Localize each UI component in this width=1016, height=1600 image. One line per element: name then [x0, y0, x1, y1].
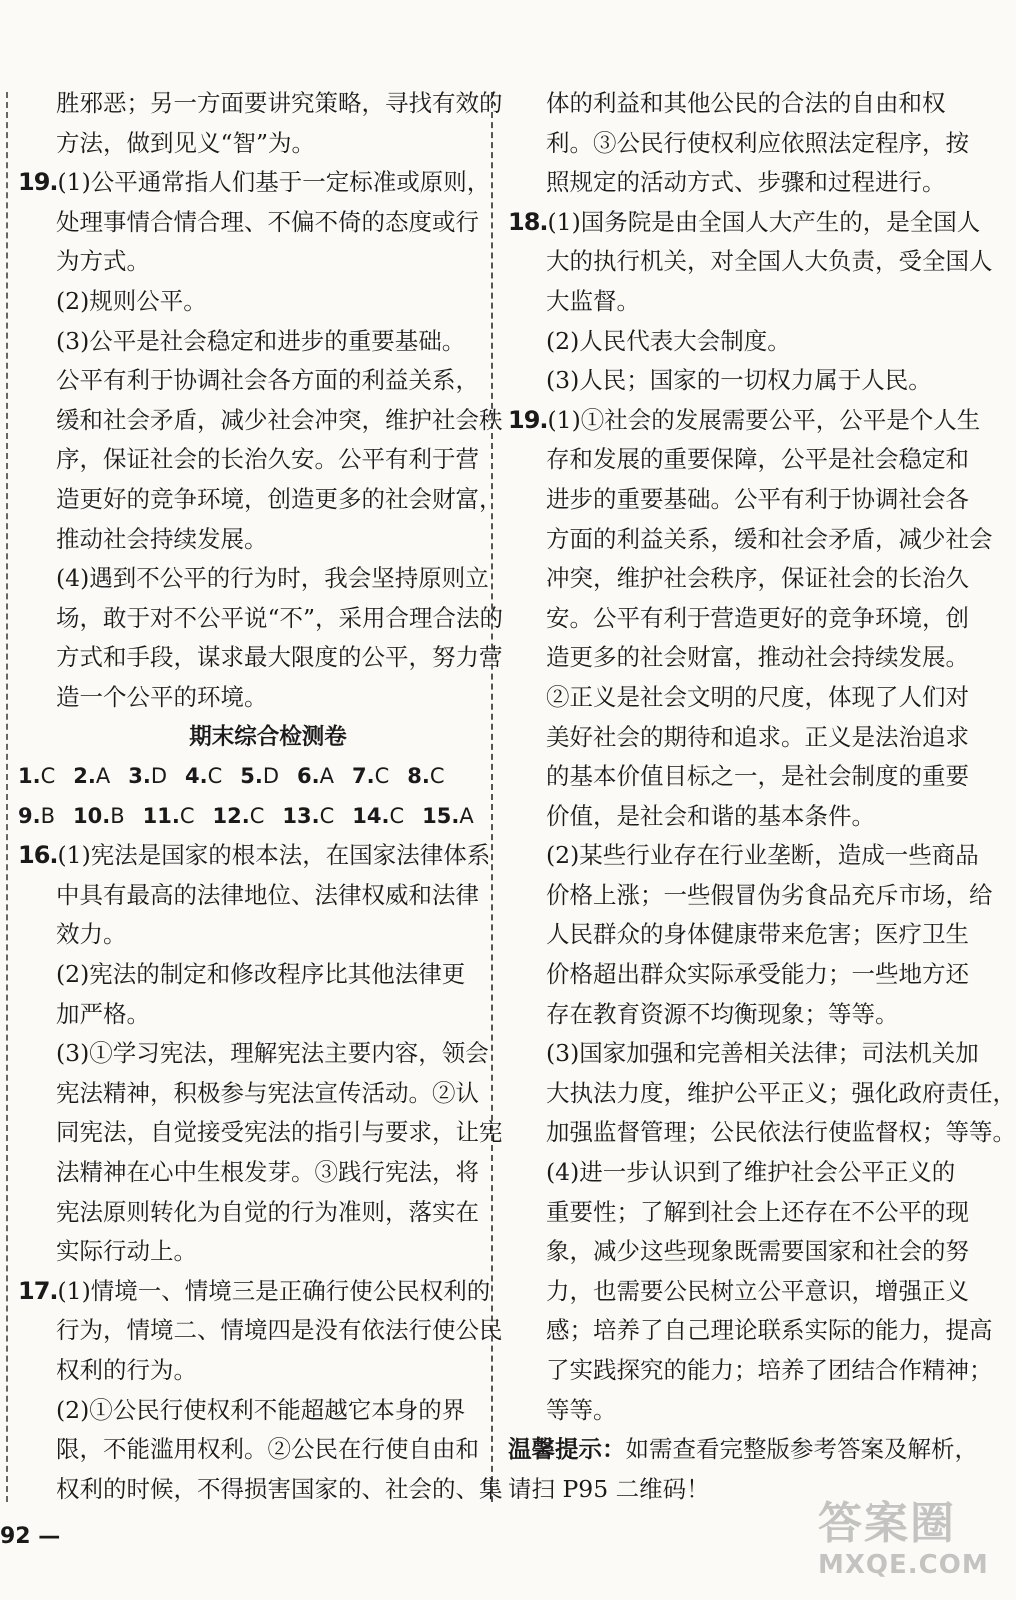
choice-number: 6. [297, 764, 320, 789]
answer-text: 价值，是社会和谐的基本条件。 [546, 801, 875, 830]
answer-text: 力，也需要公民树立公平意识，增强正义 [546, 1276, 969, 1305]
answer-text: (1)国务院是由全国人大产生的，是全国人 [547, 207, 981, 236]
right-column [508, 84, 1016, 1509]
answer-line [18, 1391, 478, 1431]
answer-line [508, 599, 969, 639]
choice-answer [407, 757, 444, 797]
answer-text: 推动社会持续发展。 [56, 524, 268, 553]
answer-line [18, 480, 503, 520]
answer-line [508, 1311, 993, 1351]
answer-text: 大执法力度，维护公平正义；强化政府责任， [546, 1078, 1016, 1107]
answer-text: 存和发展的重要保障，公平是社会稳定和 [546, 445, 969, 474]
answer-text: 加强监督管理；公民依法行使监督权；等等。 [546, 1118, 1016, 1147]
answer-line [18, 915, 478, 955]
choice-answer [143, 797, 195, 837]
answer-line [18, 1153, 478, 1193]
choice-letter: A [95, 764, 111, 789]
answer-text: 了实践探究的能力；培养了团结合作精神； [546, 1356, 993, 1384]
answer-line [508, 84, 960, 124]
choice-number: 4. [185, 764, 208, 789]
answer-text: 为方式。 [56, 247, 150, 276]
choice-number: 7. [352, 764, 375, 789]
answer-text: 限，不能滥用权利。②公民在行使自由和 [56, 1435, 479, 1464]
answer-text: (2)某些行业存在行业垄断，造成一些商品 [546, 841, 979, 870]
answer-line [508, 480, 969, 520]
choice-letter: C [319, 803, 335, 828]
answer-text: 安。公平有利于营造更好的竞争环境，创 [546, 603, 969, 632]
answer-text: 同宪法，自觉接受宪法的指引与要求，让宪 [56, 1118, 503, 1147]
answer-text: (2)宪法的制定和修改程序比其他法律更 [56, 960, 466, 989]
left-margin-dashed-line [6, 92, 8, 1502]
answer-text: 人民群众的身体健康带来危害；医疗卫生 [546, 920, 969, 949]
tip-line [508, 1430, 978, 1470]
answer-line [18, 1232, 478, 1272]
choice-letter: A [459, 803, 474, 828]
choice-answer [185, 757, 222, 797]
answer-text: (3)人民；国家的一切权力属于人民。 [546, 366, 932, 395]
answer-text: (1)①社会的发展需要公平，公平是个人生 [547, 405, 981, 434]
question-line [508, 401, 981, 441]
answer-line [18, 124, 478, 164]
answer-line [18, 638, 503, 678]
choice-number: 5. [240, 764, 263, 789]
answer-text: 中具有最高的法律地位、法律权威和法律 [56, 880, 479, 909]
answer-line [508, 876, 993, 916]
answer-line [18, 242, 478, 282]
answer-line [18, 1193, 478, 1233]
answer-line [18, 599, 504, 639]
answer-text: 方面的利益关系，缓和社会矛盾，减少社会 [546, 524, 993, 553]
choice-number: 12. [212, 803, 250, 828]
choice-number: 2. [73, 764, 96, 789]
answer-line [508, 559, 969, 599]
answer-text: 公平有利于协调社会各方面的利益关系， [56, 366, 479, 395]
choice-letter: B [110, 803, 125, 828]
answer-text: (1)公平通常指人们基于一定标准或原则， [57, 168, 491, 197]
answer-line [18, 84, 503, 124]
watermark-url: MXQE.COM [818, 1550, 989, 1580]
choice-answer [422, 797, 474, 837]
answer-text: (3)公平是社会稳定和进步的重要基础。 [56, 326, 466, 355]
answer-line [508, 440, 969, 480]
answer-line [508, 757, 969, 797]
answer-line [508, 1272, 969, 1312]
answer-text: 法精神在心中生根发芽。③践行宪法，将 [56, 1158, 479, 1187]
answer-line [508, 955, 969, 995]
choice-number: 13. [282, 803, 320, 828]
answer-text: 方法，做到见义“智”为。 [56, 128, 316, 157]
answer-text: 处理事情合情合理、不偏不倚的态度或行 [56, 207, 479, 236]
answer-text: 的基本价值目标之一，是社会制度的重要 [546, 762, 969, 791]
tip-text: 如需查看完整版参考答案及解析， [625, 1435, 978, 1464]
answer-text: 体的利益和其他公民的合法的自由和权 [546, 89, 946, 117]
answer-text: (1)宪法是国家的根本法，在国家法律体系 [57, 841, 491, 870]
choice-answer [128, 757, 167, 797]
answer-text: 进步的重要基础。公平有利于协调社会各 [546, 484, 969, 513]
answer-line [18, 203, 478, 243]
answer-line [508, 1232, 969, 1272]
multiple-choice-answers-row [18, 797, 478, 837]
question-line [508, 203, 981, 243]
answer-text: 序，保证社会的长治久安。公平有利于营 [56, 445, 479, 474]
answer-text: 缓和社会矛盾，减少社会冲突，维护社会秩 [56, 405, 503, 434]
multiple-choice-answers-row [18, 757, 478, 797]
answer-text: 存在教育资源不均衡现象；等等。 [546, 999, 899, 1028]
choice-number: 14. [352, 803, 390, 828]
answer-line [508, 163, 960, 203]
answer-text: 加严格。 [56, 999, 150, 1028]
answer-line [508, 678, 969, 718]
page-number: 92 — [0, 1524, 61, 1549]
answer-text: 利。③公民行使权利应依照法定程序，按 [546, 128, 969, 157]
choice-answer [213, 797, 265, 837]
answer-text: (2)①公民行使权利不能超越它本身的界 [56, 1395, 466, 1424]
choice-number: 8. [407, 764, 430, 789]
answer-line [508, 242, 993, 282]
answer-line [508, 915, 969, 955]
question-line [18, 163, 491, 203]
choice-number: 3. [128, 764, 151, 789]
answer-line [18, 1351, 478, 1391]
answer-text: 胜邪恶；另一方面要讲究策略，寻找有效的 [56, 89, 503, 117]
answer-line [18, 401, 503, 441]
answer-line [508, 1113, 1016, 1153]
answer-line [18, 282, 478, 322]
answer-text: 造更多的社会财富，推动社会持续发展。 [546, 643, 969, 672]
answer-text: 效力。 [56, 920, 127, 949]
choice-letter: C [40, 764, 56, 789]
answer-text: 等等。 [546, 1395, 617, 1424]
answer-line [18, 1113, 503, 1153]
section-title: 期末综合检测卷 [189, 723, 347, 750]
answer-line [18, 1430, 478, 1470]
answer-line [508, 282, 960, 322]
answer-text: (4)遇到不公平的行为时，我会坚持原则立 [56, 564, 489, 593]
question-number: 17. [18, 1276, 58, 1305]
answer-line [18, 440, 478, 480]
choice-answer [282, 797, 334, 837]
choice-number: 10. [73, 803, 111, 828]
tip-line-2: 请扫 P95 二维码！ [508, 1474, 710, 1503]
tip-label: 温馨提示： [508, 1435, 626, 1464]
choice-letter: C [389, 803, 405, 828]
answer-line [18, 678, 478, 718]
choice-letter: C [249, 803, 265, 828]
question-line [18, 836, 491, 876]
question-number: 18. [508, 207, 548, 236]
answer-line [18, 1311, 503, 1351]
question-number: 16. [18, 841, 58, 870]
answer-line [18, 1034, 489, 1074]
choice-letter: C [429, 764, 445, 789]
answer-line [508, 1193, 969, 1233]
answer-text: (3)①学习宪法，理解宪法主要内容，领会 [56, 1039, 489, 1068]
choice-answer [352, 757, 389, 797]
answer-text: (3)国家加强和完善相关法律；司法机关加 [546, 1039, 979, 1068]
answer-line [508, 322, 960, 362]
answer-line [508, 836, 979, 876]
answer-line [508, 1351, 993, 1391]
answer-line [508, 718, 969, 758]
answer-line [18, 876, 478, 916]
choice-answer [73, 757, 110, 797]
answer-text: 权利的时候，不得损害国家的、社会的、集 [56, 1474, 503, 1503]
answer-text: (2)人民代表大会制度。 [546, 326, 791, 355]
answer-text: 权利的行为。 [56, 1356, 197, 1384]
answer-line [18, 322, 478, 362]
choice-letter: D [262, 764, 280, 789]
choice-letter: C [207, 764, 223, 789]
choice-letter: C [374, 764, 390, 789]
answer-line [508, 520, 993, 560]
choice-number: 1. [18, 764, 41, 789]
choice-answer [297, 757, 334, 797]
answer-text: 美好社会的期待和追求。正义是法治追求 [546, 722, 969, 751]
choice-letter: C [179, 803, 195, 828]
choice-answer [18, 797, 55, 837]
answer-text: 场，敢于对不公平说“不”，采用合理合法的 [56, 603, 504, 632]
answer-line [508, 1074, 1016, 1114]
choice-answer [73, 797, 125, 837]
watermark-brand: 答案圈 [818, 1498, 956, 1549]
answer-text: 造一个公平的环境。 [56, 682, 268, 711]
answer-text: 象，减少这些现象既需要国家和社会的努 [546, 1237, 969, 1266]
question-line [18, 1272, 491, 1312]
answer-text: 重要性；了解到社会上还存在不公平的现 [546, 1197, 969, 1226]
answer-line [508, 361, 960, 401]
answer-line [18, 361, 478, 401]
answer-line [508, 797, 960, 837]
answer-line [508, 995, 960, 1035]
answer-line [18, 955, 478, 995]
answer-line [508, 1034, 979, 1074]
answer-line [18, 1470, 503, 1510]
answer-text: 宪法精神，积极参与宪法宣传活动。②认 [56, 1078, 479, 1107]
column-divider [491, 92, 493, 1502]
choice-answer [240, 757, 279, 797]
answer-text: 价格上涨；一些假冒伪劣食品充斥市场，给 [546, 880, 993, 909]
answer-line [508, 124, 969, 164]
choice-answer [18, 757, 55, 797]
choice-answer [352, 797, 404, 837]
choice-number: 15. [422, 803, 460, 828]
answer-line [18, 559, 489, 599]
choice-letter: B [40, 803, 56, 828]
answer-line [18, 1074, 478, 1114]
answer-text: 冲突，维护社会秩序，保证社会的长治久 [546, 564, 969, 593]
answer-text: (4)进一步认识到了维护社会公平正义的 [546, 1158, 956, 1187]
answer-line [18, 995, 478, 1035]
answer-text: 宪法原则转化为自觉的行为准则，落实在 [56, 1197, 479, 1226]
question-number: 19. [508, 405, 548, 434]
answer-text: 造更好的竞争环境，创造更多的社会财富， [56, 484, 503, 513]
answer-line [18, 520, 478, 560]
answer-line [508, 1153, 960, 1193]
answer-text: 价格超出群众实际承受能力；一些地方还 [546, 960, 969, 989]
choice-letter: A [319, 764, 334, 789]
answer-text: (2)规则公平。 [56, 286, 207, 315]
answer-text: 感；培养了自己理论联系实际的能力，提高 [546, 1316, 993, 1345]
answer-line [508, 1391, 960, 1431]
watermark-logo [818, 1498, 989, 1596]
answer-text: 行为，情境二、情境四是没有依法行使公民 [56, 1316, 503, 1345]
choice-letter: D [150, 764, 167, 789]
answer-text: 实际行动上。 [56, 1237, 197, 1266]
choice-number: 9. [18, 803, 41, 828]
choice-number: 11. [142, 803, 180, 828]
answer-line [508, 638, 969, 678]
left-column [18, 84, 504, 1509]
question-number: 19. [18, 168, 58, 197]
answer-text: 大的执行机关，对全国人大负责，受全国人 [546, 247, 993, 276]
answer-text: 方式和手段，谋求最大限度的公平，努力营 [56, 643, 503, 672]
answer-text: 大监督。 [546, 286, 640, 315]
answer-text: ②正义是社会文明的尺度，体现了人们对 [546, 682, 969, 711]
answer-text: 照规定的活动方式、步骤和过程进行。 [546, 168, 946, 197]
answer-text: (1)情境一、情境三是正确行使公民权利的 [57, 1276, 491, 1305]
